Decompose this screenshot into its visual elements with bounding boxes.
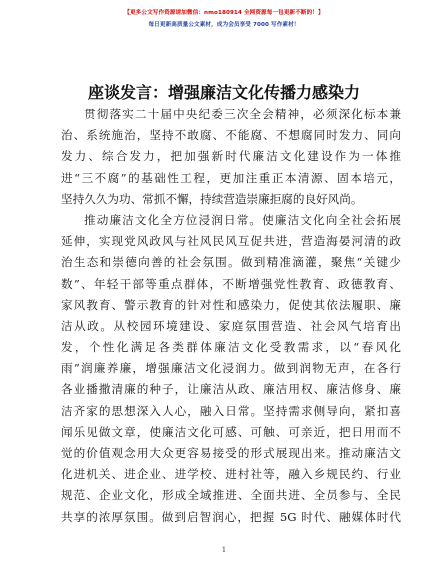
- document-body: [61, 104, 401, 528]
- paragraph-line: 发，个性化满足各类群体廉洁文化受教需求，以“春风化: [61, 340, 401, 355]
- paragraph-line: 化进机关、进企业、进学校、进村社等，融入乡规民约、行业: [61, 467, 401, 482]
- document-title: 座谈发言：增强廉洁文化传播力感染力: [87, 83, 360, 102]
- paragraph-line: 觉的价值观念用大众更容易接受的形式展现出来。推动廉洁文: [61, 446, 401, 460]
- paragraph-line: 规范、企业文化，形成全域推进、全面共进、全员参与、全民: [61, 488, 401, 503]
- paragraph-line: 发力、综合发力，把加强新时代廉洁文化建设作为一体推: [61, 149, 401, 164]
- paragraph-line: 家风教育、警示教育的针对性和感染力，促使其依法履职、廉: [61, 297, 401, 312]
- paragraph-line: 数”、年轻干部等重点群体，不断增强党性教育、政德教育、: [61, 276, 401, 291]
- paragraph-line: 进“三不腐”的基础性工程，更加注重正本清源、固本培元，: [61, 170, 401, 185]
- paragraph-line: 推动廉洁文化全方位浸润日常。使廉洁文化向全社会拓展: [84, 212, 401, 227]
- paragraph-line: 各业播撒清廉的种子，让廉洁从政、廉洁用权、廉洁修身、廉: [61, 382, 401, 397]
- paragraph-line: 坚持久久为功、常抓不懈，持续营造崇廉拒腐的良好风尚。: [61, 191, 363, 206]
- paragraph-line: 闻乐见做文章，使廉洁文化可感、可触、可亲近，把日用而不: [61, 424, 401, 439]
- paragraph-line: 洁齐家的思想深入人心，融入日常。坚持需求侧导向，紧扣喜: [61, 403, 401, 418]
- paragraph-line: 洁从政。从校园环境建设、家庭氛围营造、社会风气培育出: [61, 318, 401, 333]
- page-number: 1: [221, 546, 227, 554]
- paragraph-line: 延伸，实现党风政风与社风民风互促共进，营造海晏河清的政: [61, 234, 401, 249]
- paragraph-line: 共享的浓厚氛围。做到启智润心，把握 5G 时代、融媒体时代: [61, 509, 401, 524]
- paragraph-line: 雨”润廉养廉，增强廉洁文化浸润力。做到润物无声，在各行: [61, 361, 401, 376]
- paragraph-line: 治、系统施治，坚持不敢腐、不能腐、不想腐同时发力、同向: [61, 128, 401, 143]
- paragraph-line: 贯彻落实二十届中央纪委三次全会精神，必须深化标本兼: [84, 107, 401, 121]
- promo-banner-line-2: 每日更新高质量公文素材，成为会员享受 7000 写作素材！: [148, 22, 300, 28]
- paragraph-line: 治生态和崇德向善的社会氛围。做到精准滴灌，聚焦“关键少: [61, 255, 401, 270]
- promo-banner-line-1: 【更多公文写作资源请加微信：nmo180914 全网资源每一包更新不断的！】: [124, 10, 324, 16]
